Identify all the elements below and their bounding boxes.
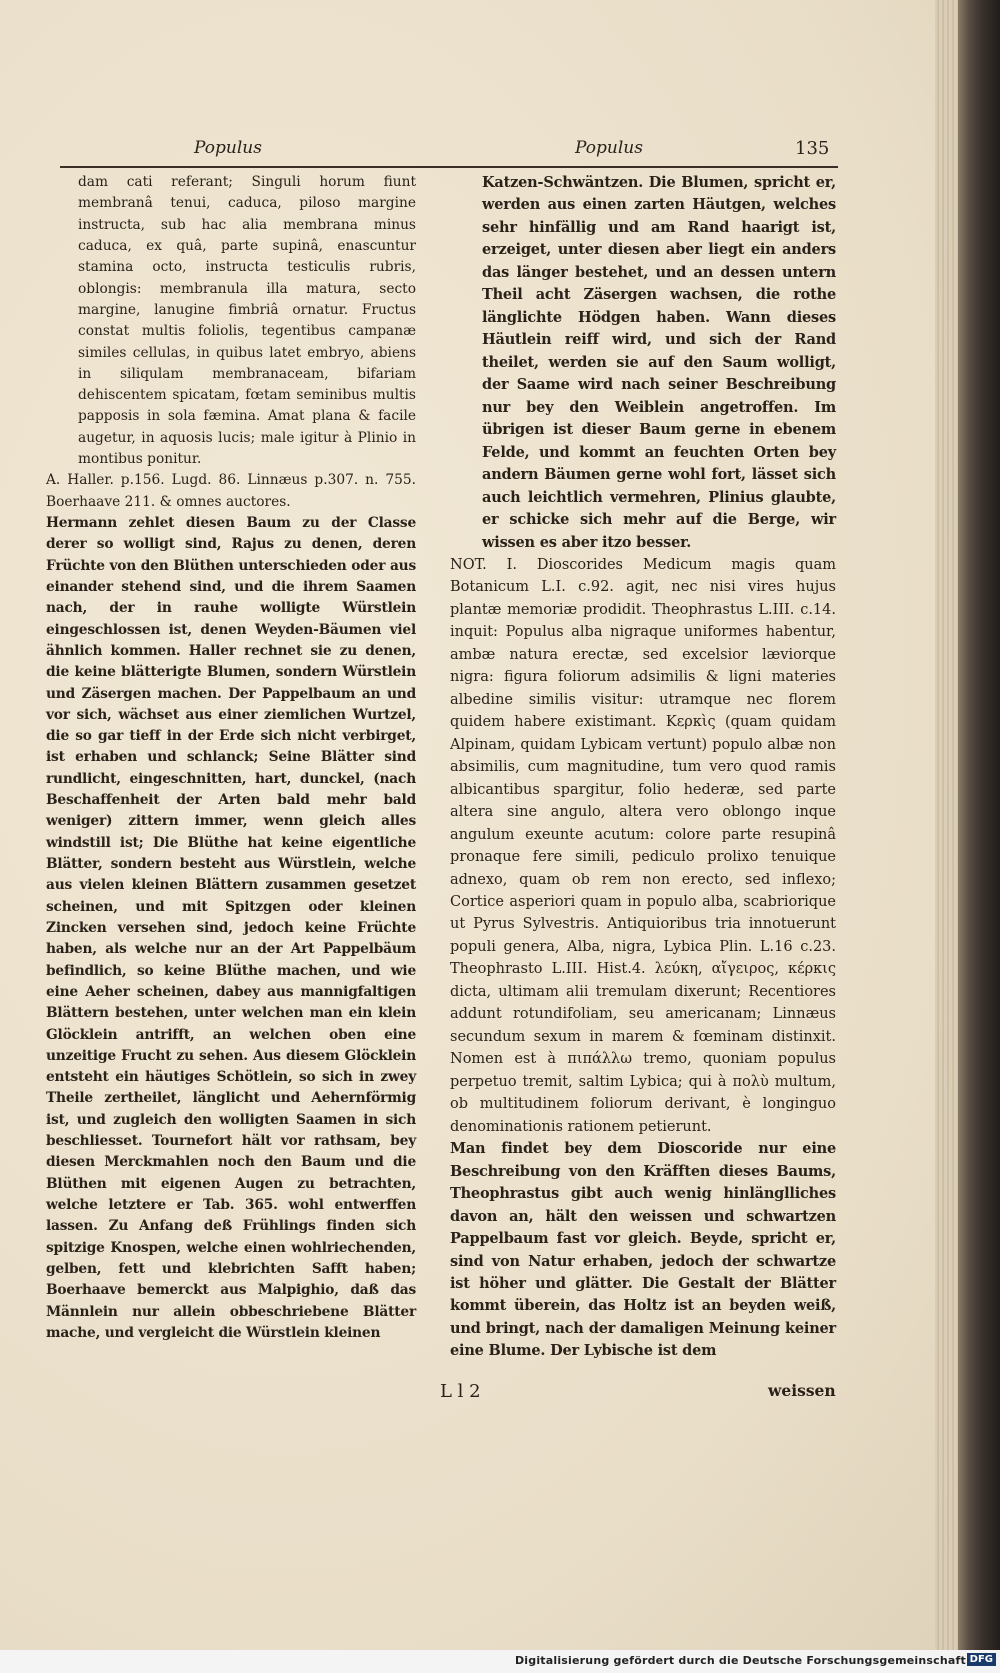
footer-credit: Digitalisierung gefördert durch die Deutsche Forschungsgemeinschaft (514, 1654, 966, 1667)
signature-mark: L l 2 (440, 1381, 481, 1402)
right-column (450, 172, 836, 1363)
running-head-left: Populus (194, 138, 262, 158)
left-column (46, 172, 416, 1344)
paragraph: NOT. I. Dioscorides Medicum magis quam Botanicum L.I. c.92. agit, nec nisi vires hujus plantæ memoriæ prodidit. Theophrastus L.III. c.14. inquit: Populus alba nigraque uniformes habentur, ambæ natura erectæ, sed excelsior læviorque nigra: figura foliorum adsimilis & ligni materies albedine similis visitur: utramque nec florem quidem habere existimant. Κερκὶς (quam quidam Alpinam, quidam Lybicam vertunt) populo albæ non absimilis, cum magnitudine, tum vero quod ramis albicantibus spargitur, folio hederæ, sed parte altera sine angulo, altera vero oblongo inque angulum exeunte acutum: colore parte resupinâ pronaque fere simili, pediculo prolixo tenuique adnexo, quam ob rem non erecto, sed inflexo; Cortice asperiori quam in populo alba, scabriorique ut Pyrus Sylvestris. Antiquioribus tria innotuerunt populi genera, Alba, nigra, Lybica Plin. L.16 c.23. Theophrasto L.III. Hist.4. λεύκη, αἴγειρος, κέρκις dicta, ultimam alii tremulam dixerunt; Recentiores addunt rotundifoliam, seu americanam; Linnæus secundum sexum in marem & fœminam distinxit. Nomen est à πιπάλλω tremo, quoniam populus perpetuo tremit, saltim Lybica; qui à πολὺ multum, ob multitudinem foliorum derivant, è longinguo denominationis rationem petierunt. (450, 556, 836, 1135)
dfg-logo-icon: DFG (967, 1653, 996, 1666)
catchword: weissen (768, 1381, 836, 1400)
book-binding-edge (958, 0, 1000, 1650)
running-head-right: Populus (575, 138, 643, 158)
paragraph: Man findet bey dem Dioscoride nur eine Beschreibung von den Kräfften dieses Baums, Theophrastus gibt auch wenig hinlänglliches davon an, hält den weissen und schwartzen Pappelbaum fast vor gleich. Beyde, spricht er, sind von Natur erhaben, jedoch der schwartze ist höher und glätter. Die Gestalt der Blätter kommt überein, das Holtz ist an beyden weiß, und bringt, nach der damaligen Meinung keiner eine Blume. Der Lybische ist dem (450, 1140, 836, 1360)
paragraph: dam cati referant; Singuli horum fiunt membranâ tenui, caduca, piloso margine instructa, sub hac alia membrana minus caduca, ex quâ, parte supinâ, enascuntur stamina octo, instructa testiculis rubris, oblongis: membranula illa matura, secto margine, lanugine fimbriâ ornatur. Fructus constat multis foliolis, tegentibus campanæ similes cellulas, in quibus latet embryo, abiens in siliqulam membranaceam, bifariam dehiscentem spicatam, fœtam seminibus multis papposis in sola fæmina. Amat plana & facile augetur, in aquosis lucis; male igitur à Plinio in montibus ponitur. (78, 174, 416, 468)
paragraph: A. Haller. p.156. Lugd. 86. Linnæus p.307. n. 755. Boerhaave 211. & omnes auctores. (46, 472, 416, 510)
paragraph: Hermann zehlet diesen Baum zu der Classe derer so wolligt sind, Rajus zu denen, deren Früchte von den Blüthen unterschieden oder aus einander stehend sind, und die ihrem Saamen nach, der in rauhe wolligte Würstlein eingeschlossen ist, denen Weyden-Bäumen viel ähnlich kommen. Haller rechnet sie zu denen, die keine blätterigte Blumen, sondern Würstlein und Zäsergen machen. Der Pappelbaum an und vor sich, wächset aus einer ziemlichen Wurtzel, die so gar tieff in der Erde sich nicht verbirget, ist erhaben und schlanck; Seine Blätter sind rundlicht, eingeschnitten, hart, dunckel, (nach Beschaffenheit der Arten bald mehr bald weniger) zittern immer, wenn gleich alles windstill ist; Die Blüthe hat keine eigentliche Blätter, sondern besteht aus Würstlein, welche aus vielen kleinen Blättern zusammen gesetzet scheinen, und mit Spitzgen oder kleinen Zincken versehen sind, jedoch keine Früchte haben, als welche nur an der Art Pappelbäum befindlich, so keine Blüthe machen, und wie eine Aeher scheinen, dabey aus mannigfaltigen Blättern bestehen, unter welchen man ein klein Glöcklein antrifft, an welchen oben eine unzeitige Frucht zu sehen. Aus diesem Glöcklein entsteht ein häutiges Schötlein, so sich in zwey Theile zertheilet, länglicht und Aehernförmig ist, und zugleich den wolligten Saamen in sich beschliesset. Tournefort hält vor rathsam, bey diesen Merckmahlen noch den Baum und die Blüthen mit eigenen Augen zu betrachten, welche letztere er Tab. 365. wohl entwerffen lassen. Zu Anfang deß Frühlings finden sich spitzige Knospen, welche einen wohlriechenden, gelben, fett und klebrichten Safft haben; Boerhaave bemerckt aus Malpighio, daß das Männlein nur allein obbeschriebene Blätter mache, und vergleicht die Würstlein kleinen (46, 515, 416, 1341)
page-number: 135 (795, 138, 830, 159)
header-rule (60, 166, 838, 168)
paragraph: Katzen-Schwäntzen. Die Blumen, spricht er, werden aus einen zarten Häutgen, welches sehr hinfällig und am Rand haarigt ist, erzeiget, unter diesen aber liegt ein anders das länger bestehet, und an dessen untern Theil acht Zäsergen wachsen, die rothe länglichte Hödgen haben. Wann dieses Häutlein reiff wird, und sich der Rand theilet, werden sie auf den Saum wolligt, der Saame wird nach seiner Beschreibung nur bey den Weiblein angetroffen. Im übrigen ist dieser Baum gerne in ebenem Felde, und kommt an feuchten Orten bey andern Bäumen gerne wohl fort, lässet sich auch leichtlich vermehren, Plinius glaubte, er schicke sich mehr auf die Berge, wir wissen es aber itzo besser. (482, 174, 836, 551)
digitization-footer (0, 1650, 1000, 1673)
page-edge-stack (935, 0, 958, 1650)
